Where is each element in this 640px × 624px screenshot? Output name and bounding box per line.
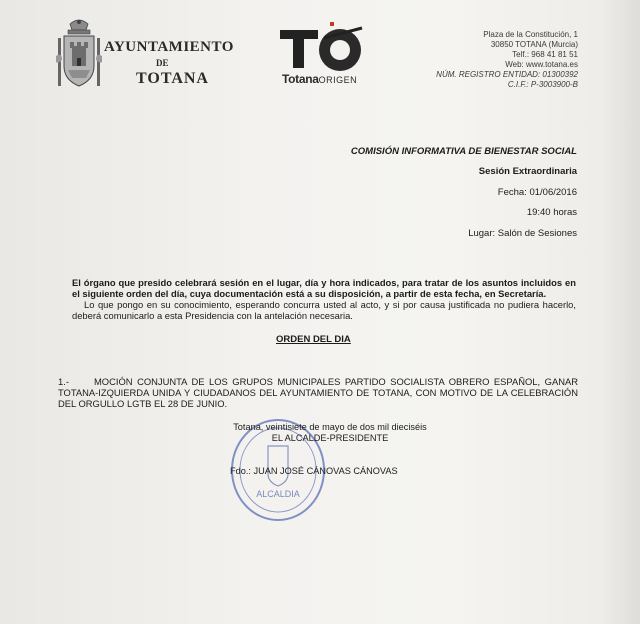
intro-paragraph — [72, 277, 576, 321]
address-cif: C.I.F.: P-3003900-B — [507, 80, 578, 89]
address-registry: NÚM. REGISTRO ENTIDAD: 01300392 — [436, 70, 578, 79]
address-line: 30850 TOTANA (Murcia) — [490, 40, 578, 49]
ayuntamiento-de: DE — [156, 58, 169, 68]
signature-title: EL ALCALDE-PRESIDENTE — [271, 433, 389, 443]
signature-date: Totana, veintisiete de mayo de dos mil dieciséis — [233, 422, 427, 432]
agenda-item — [58, 376, 578, 409]
logo-origen: ORIGEN — [318, 75, 358, 85]
agenda-item-text: MOCIÓN CONJUNTA DE LOS GRUPOS MUNICIPALES PARTIDO SOCIALISTA OBRERO ESPAÑOL, GANAR TOTANA-IZQUIERDA UNIDA Y CIUDADANOS DEL AYUNTAMIENTO DE TOTANA, CON MOTIVO DE LA CELEBRACIÓN DEL ORGULLO LGTB EL 28 DE JUNIO. — [58, 376, 578, 409]
agenda-item-number: 1.- — [58, 376, 69, 387]
session-date: Fecha: 01/06/2016 — [497, 187, 577, 198]
agenda-title: ORDEN DEL DIA — [276, 334, 351, 345]
session-time: 19:40 horas — [526, 207, 577, 218]
page-shadow — [600, 0, 640, 624]
logo-caption — [282, 72, 357, 86]
stamp-text: ALCALDIA — [256, 489, 300, 499]
address-block — [436, 30, 578, 90]
intro-bold-text: El órgano que presido celebrará sesión en el lugar, día y hora indicados, para tratar de los asuntos incluidos en el siguiente orden del día, cuya documentación está a su disposición, a partir de esta fecha, en Secretaría. — [72, 277, 576, 299]
address-line: Plaza de la Constitución, 1 — [483, 30, 578, 39]
intro-normal-text: Lo que pongo en su conocimiento, esperando concurra usted al acto, y si por causa justificada no pudiera hacerlo, deberá comunicarlo a esta Presidencia con la antelación necesaria. — [72, 299, 576, 321]
coat-of-arms-logo — [56, 16, 102, 96]
ayuntamiento-totana: TOTANA — [136, 70, 209, 87]
signer-name: Fdo.: JUAN JOSÉ CÁNOVAS CÁNOVAS — [230, 466, 398, 476]
signature-block — [200, 422, 460, 444]
logo-name: Totana — [282, 72, 319, 86]
address-phone: Telf.: 968 41 81 51 — [512, 50, 578, 59]
session-info — [351, 146, 577, 239]
ayuntamiento-title: AYUNTAMIENTO — [104, 39, 234, 55]
commission-title: COMISIÓN INFORMATIVA DE BIENESTAR SOCIAL — [350, 146, 577, 157]
session-place: Lugar: Salón de Sesiones — [468, 228, 577, 239]
address-web: Web: www.totana.es — [505, 60, 578, 69]
session-type: Sesión Extraordinaria — [478, 166, 577, 177]
